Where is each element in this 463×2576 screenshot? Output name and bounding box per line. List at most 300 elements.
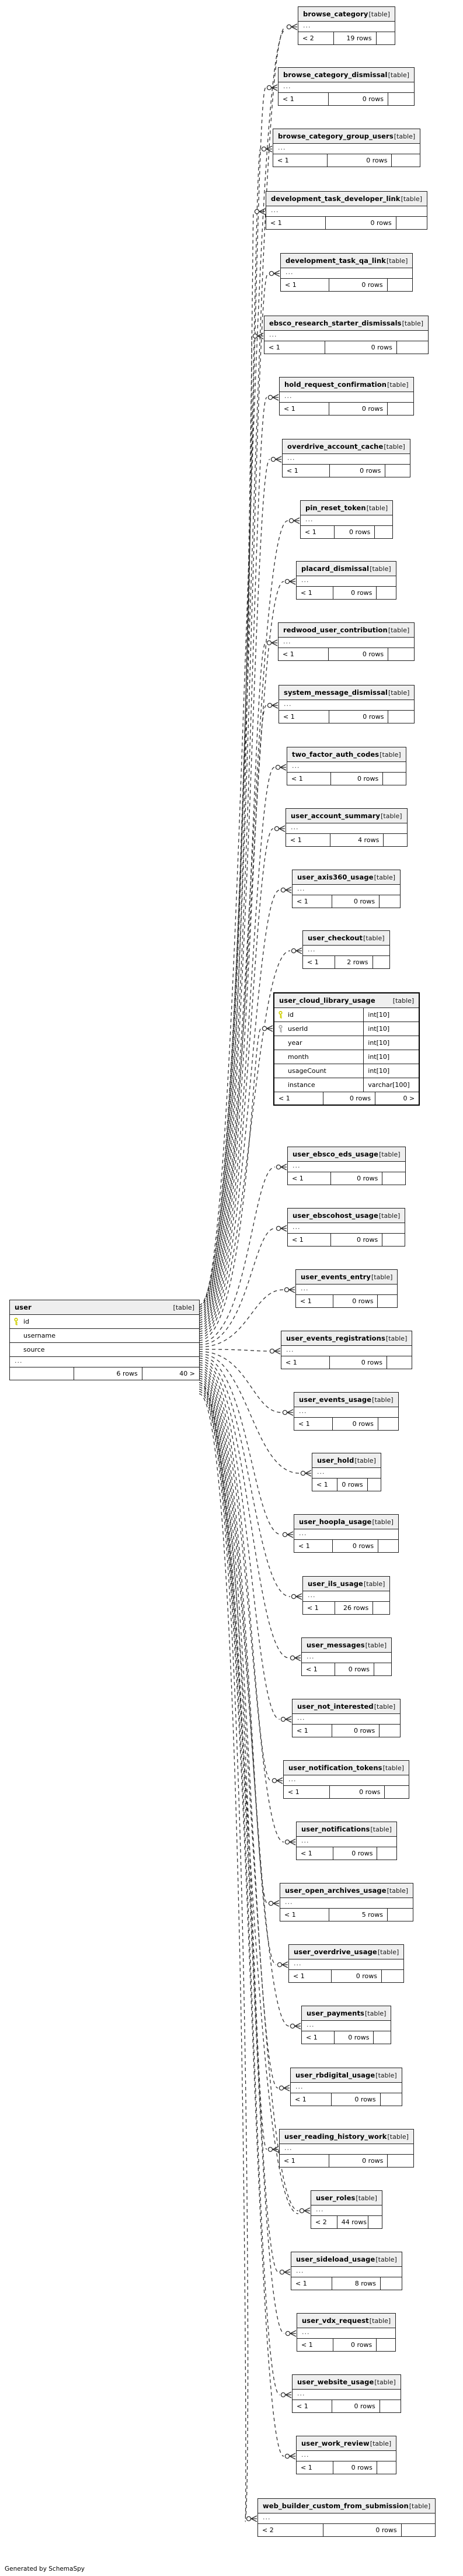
more-columns-ellipsis: ...	[258, 2513, 435, 2524]
rowcount-cell: 0 rows	[333, 2339, 377, 2351]
table-header	[294, 1515, 398, 1529]
table-node-user_checkout[interactable]	[302, 930, 390, 969]
crows-foot-arrow	[267, 1026, 273, 1031]
children-cell	[385, 1786, 409, 1798]
table-header	[283, 439, 410, 454]
column-name-cell	[274, 1064, 364, 1078]
table-name: system_message_dismissal	[284, 688, 388, 697]
table-node-two_factor_auth_codes[interactable]	[287, 747, 406, 785]
rowcount-cell: 0 rows	[335, 526, 375, 538]
table-node-pin_reset_token[interactable]	[300, 500, 393, 539]
table-name: overdrive_account_cache	[287, 442, 384, 451]
zero-or-many-circle	[255, 209, 259, 213]
rowcount-cell: 0 rows	[333, 1418, 378, 1430]
table-name: web_builder_custom_from_submission	[263, 2502, 409, 2510]
table-footer	[258, 2524, 435, 2536]
table-type-label: [table]	[394, 133, 416, 140]
table-node-user_ebsco_eds_usage[interactable]	[287, 1147, 406, 1185]
children-cell	[388, 1909, 413, 1921]
table-node-overdrive_account_cache[interactable]	[282, 439, 410, 477]
table-type-label: [table]	[365, 2010, 387, 2017]
table-footer	[279, 711, 414, 723]
more-columns-ellipsis: ...	[297, 576, 396, 587]
table-type-label: [table]	[382, 1764, 405, 1772]
rowcount-cell: 0 rows	[332, 1725, 380, 1737]
table-footer	[291, 2093, 402, 2106]
table-type-label: [table]	[372, 1396, 394, 1404]
table-node-user_website_usage[interactable]	[292, 2374, 401, 2413]
table-header	[303, 931, 389, 946]
table-node-browse_category_dismissal[interactable]	[278, 67, 415, 106]
children-cell	[382, 1970, 403, 1982]
crows-foot-arrow	[282, 1962, 288, 1968]
zero-or-many-circle	[287, 25, 291, 29]
children-cell	[375, 526, 392, 538]
degree-cell: < 1	[274, 1092, 323, 1105]
table-header	[264, 316, 428, 331]
children-cell	[377, 1847, 396, 1860]
degree-cell: < 1	[288, 1234, 331, 1246]
degree-cell: < 1	[281, 1356, 330, 1369]
column-type: int[10]	[368, 1025, 390, 1033]
table-node-hold_request_confirmation[interactable]	[279, 377, 414, 416]
table-node-user_ils_usage[interactable]	[302, 1576, 390, 1615]
table-node-user_work_review[interactable]	[296, 2436, 396, 2474]
table-header	[297, 2436, 396, 2451]
crows-foot-arrow	[287, 1532, 293, 1538]
degree-cell: < 1	[293, 1725, 332, 1737]
zero-or-many-circle	[269, 1901, 273, 1905]
crows-foot-arrow	[295, 1655, 301, 1661]
table-name: user_hoopla_usage	[299, 1518, 372, 1526]
rowcount-cell: 0 rows	[332, 2400, 380, 2412]
more-columns-ellipsis: ...	[279, 82, 414, 93]
more-columns-ellipsis: ...	[293, 2390, 401, 2400]
zero-or-many-circle	[271, 457, 275, 461]
children-cell	[397, 341, 428, 354]
more-columns-ellipsis: ...	[291, 2083, 402, 2093]
table-type-label: [table]	[371, 1273, 393, 1281]
children-cell	[402, 2524, 436, 2536]
rowcount-cell: 5 rows	[329, 1909, 388, 1921]
table-node-placard_dismissal[interactable]	[296, 561, 396, 600]
zero-or-many-circle	[272, 1778, 276, 1782]
relationship-edge-user_notifications	[199, 1367, 295, 1845]
table-type-label: [table]	[384, 443, 405, 451]
more-columns-ellipsis: ...	[280, 1898, 413, 1909]
table-node-user_axis360_usage[interactable]	[292, 870, 401, 908]
degree-cell: < 1	[280, 1909, 329, 1921]
table-node-user[interactable]	[9, 1300, 200, 1380]
table-node-user_payments[interactable]	[301, 2006, 391, 2044]
column-name-cell	[10, 1315, 199, 1328]
table-type-label: [table]	[354, 1457, 376, 1464]
table-footer	[302, 2031, 391, 2044]
table-footer	[274, 1092, 419, 1105]
children-cell	[396, 217, 427, 229]
zero-or-many-circle	[283, 1532, 287, 1536]
table-name: placard_dismissal	[301, 565, 370, 573]
zero-or-many-circle	[276, 1165, 280, 1169]
crows-foot-arrow	[286, 2392, 291, 2398]
table-type-label: [table]	[370, 1826, 392, 1833]
table-name: user_payments	[307, 2009, 364, 2017]
table-node-user_sideload_usage[interactable]	[291, 2252, 402, 2290]
column-name-cell	[10, 1329, 199, 1342]
column-name-cell	[274, 1078, 364, 1092]
table-name: user_website_usage	[297, 2378, 374, 2386]
degree-cell: < 1	[281, 279, 329, 291]
relationship-edge-browse_category_dismissal	[199, 85, 277, 1307]
table-name: user_overdrive_usage	[294, 1948, 377, 1956]
table-footer	[281, 1356, 412, 1369]
table-type-label: [table]	[375, 2072, 397, 2079]
foreign-key-icon	[277, 1025, 284, 1033]
table-footer	[279, 93, 414, 105]
table-footer	[280, 403, 413, 415]
table-footer	[311, 2216, 382, 2228]
more-columns-ellipsis: ...	[301, 515, 392, 526]
table-node-user_notifications[interactable]	[296, 1822, 397, 1860]
table-type-label: [table]	[366, 504, 388, 512]
children-cell	[384, 834, 406, 846]
children-cell: 0 >	[403, 1095, 415, 1102]
crows-foot-arrow	[290, 579, 295, 584]
children-cell	[374, 2031, 391, 2044]
column-name-cell	[274, 1050, 364, 1064]
table-name: user_roles	[316, 2194, 356, 2202]
table-name: development_task_developer_link	[271, 195, 401, 203]
more-columns-ellipsis: ...	[283, 454, 410, 465]
crows-foot-arrow	[289, 1287, 295, 1293]
relationship-edge-development_task_qa_link	[199, 271, 280, 1314]
children-cell	[378, 1540, 398, 1552]
table-header	[288, 1209, 405, 1223]
table-name: user_rbdigital_usage	[295, 2071, 375, 2079]
table-footer	[279, 648, 414, 660]
rowcount-cell: 0 rows	[337, 1479, 367, 1491]
crows-foot-arrow	[273, 1900, 279, 1906]
children-cell	[388, 2155, 413, 2167]
degree-cell: < 1	[288, 1172, 331, 1185]
table-header	[10, 1300, 199, 1315]
children-cell	[392, 154, 420, 167]
table-header	[293, 870, 400, 885]
table-footer	[293, 1725, 400, 1737]
table-type-label: [table]	[409, 2502, 431, 2510]
more-columns-ellipsis: ...	[281, 268, 412, 279]
table-node-user_rbdigital_usage[interactable]	[290, 2068, 402, 2106]
degree-cell: < 1	[279, 93, 329, 105]
crows-foot-arrow	[296, 948, 302, 954]
zero-or-many-circle	[269, 271, 273, 275]
more-columns-ellipsis: ...	[293, 1714, 400, 1725]
relationship-edge-user_website_usage	[199, 1387, 291, 2398]
table-footer	[280, 1909, 413, 1921]
degree-cell: < 1	[301, 526, 335, 538]
table-node-user_overdrive_usage[interactable]	[288, 1944, 404, 1983]
zero-or-many-circle	[291, 948, 295, 953]
children-cell	[388, 403, 413, 415]
table-node-user_ebscohost_usage[interactable]	[287, 1208, 405, 1247]
more-columns-ellipsis: ...	[297, 2451, 396, 2461]
table-header	[286, 809, 407, 823]
more-columns-ellipsis: ...	[294, 1407, 398, 1418]
zero-or-many-circle	[285, 2454, 289, 2458]
table-name: two_factor_auth_codes	[292, 750, 380, 759]
table-footer	[281, 279, 412, 291]
table-footer	[294, 1418, 398, 1430]
column-row	[274, 1050, 419, 1064]
table-name: user_sideload_usage	[296, 2255, 375, 2263]
zero-or-many-circle	[267, 703, 271, 707]
table-type-label: [table]	[381, 812, 402, 820]
table-name: user_axis360_usage	[297, 873, 374, 881]
children-cell: 40 >	[179, 1370, 195, 1377]
children-cell	[374, 1663, 391, 1675]
rowcount-cell: 0 rows	[329, 2155, 388, 2167]
table-name: user_ebscohost_usage	[293, 1211, 378, 1220]
rowcount-cell: 0 rows	[335, 1663, 374, 1675]
relationship-edge-ebsco_research_starter_dismissals	[199, 333, 263, 1316]
table-node-user_notification_tokens[interactable]	[283, 1760, 409, 1799]
degree-cell: < 1	[302, 2031, 335, 2044]
table-type-label: [table]	[385, 1335, 408, 1342]
table-header	[288, 1147, 405, 1162]
table-node-user_events_registrations[interactable]	[281, 1331, 412, 1369]
degree-cell: < 1	[279, 648, 329, 660]
degree-cell: < 1	[297, 2461, 333, 2474]
zero-or-many-circle	[291, 1594, 295, 1598]
table-type-label: [table]	[365, 1642, 387, 1649]
table-node-user_not_interested[interactable]	[292, 1699, 401, 1737]
rowcount-cell: 0 rows	[326, 217, 396, 229]
children-cell	[373, 956, 389, 968]
column-type: int[10]	[368, 1067, 390, 1075]
more-columns-ellipsis: ...	[286, 823, 407, 834]
zero-or-many-circle	[268, 2147, 272, 2151]
column-name: source	[23, 1346, 45, 1353]
degree-cell: < 1	[287, 773, 331, 785]
rowcount-cell: 0 rows	[333, 1847, 377, 1860]
degree-cell: < 1	[291, 2277, 332, 2290]
column-name-cell	[274, 1008, 364, 1022]
table-node-user_account_summary[interactable]	[286, 808, 408, 847]
more-columns-ellipsis: ...	[10, 1357, 199, 1367]
table-footer	[284, 1786, 409, 1798]
table-node-browse_category_group_users[interactable]	[273, 129, 420, 167]
crows-foot-arrow	[274, 271, 280, 276]
column-name-cell	[274, 1036, 364, 1050]
crows-foot-arrow	[295, 2023, 301, 2029]
degree-cell: < 1	[284, 1786, 330, 1798]
table-name: redwood_user_contribution	[283, 626, 388, 634]
table-name: user_hold	[317, 1456, 354, 1464]
zero-or-many-circle	[267, 640, 271, 645]
zero-or-many-circle	[289, 518, 293, 522]
column-type: int[10]	[368, 1011, 390, 1019]
more-columns-ellipsis: ...	[287, 762, 406, 773]
table-type-label: [table]	[375, 2256, 397, 2263]
table-node-user_vdx_request[interactable]	[297, 2313, 396, 2352]
degree-cell: < 1	[303, 1602, 335, 1614]
table-name: user_ils_usage	[308, 1580, 363, 1588]
table-name: user_work_review	[301, 2439, 370, 2447]
table-name: user_account_summary	[291, 812, 381, 820]
more-columns-ellipsis: ...	[289, 1959, 403, 1970]
children-cell	[377, 2461, 396, 2474]
table-header	[293, 2375, 401, 2390]
children-cell	[382, 1172, 405, 1185]
rowcount-cell: 44 rows	[337, 2216, 368, 2228]
column-name: month	[288, 1053, 309, 1061]
table-name: user_notification_tokens	[288, 1764, 382, 1772]
table-type-label: [table]	[402, 320, 424, 327]
table-node-user_hoopla_usage[interactable]	[294, 1514, 399, 1553]
table-type-label: [table]	[380, 751, 401, 759]
crows-foot-arrow	[276, 456, 281, 462]
relationship-edge-user_events_registrations	[199, 1348, 280, 1354]
column-type: int[10]	[368, 1039, 390, 1047]
table-type-label: [table]	[377, 1948, 399, 1956]
table-header	[266, 192, 427, 206]
zero-or-many-circle	[281, 2393, 285, 2397]
table-type-label: [table]	[374, 874, 396, 881]
column-name: username	[23, 1332, 55, 1339]
table-name: user_cloud_library_usage	[279, 996, 375, 1005]
rowcount-cell: 0 rows	[331, 1172, 382, 1185]
column-row	[274, 1022, 419, 1036]
rowcount-cell: 0 rows	[325, 341, 397, 354]
degree-cell: < 1	[280, 2155, 329, 2167]
table-node-user_events_entry[interactable]	[295, 1269, 398, 1308]
table-node-user_events_usage[interactable]	[294, 1392, 399, 1431]
table-node-web_builder_custom_from_submission[interactable]	[257, 2498, 436, 2537]
children-cell	[380, 2400, 401, 2412]
rowcount-cell: 0 rows	[330, 1356, 387, 1369]
table-node-user_reading_history_work[interactable]	[279, 2129, 414, 2168]
table-footer	[283, 465, 410, 477]
column-name: instance	[288, 1081, 315, 1089]
zero-or-many-circle	[290, 1656, 294, 1660]
crows-foot-arrow	[257, 333, 263, 339]
degree-cell: < 1	[266, 217, 326, 229]
table-node-user_messages[interactable]	[301, 1637, 392, 1676]
table-node-browse_category[interactable]	[298, 6, 395, 45]
degree-cell: < 1	[312, 1479, 337, 1491]
zero-or-many-circle	[284, 1287, 288, 1292]
degree-cell: < 1	[294, 1418, 333, 1430]
table-footer	[297, 587, 396, 599]
table-node-redwood_user_contribution[interactable]	[278, 622, 415, 661]
degree-cell: < 1	[297, 1847, 333, 1860]
more-columns-ellipsis: ...	[266, 206, 427, 217]
table-header	[287, 747, 406, 762]
table-footer	[297, 2461, 396, 2474]
table-type-label: [table]	[374, 2378, 396, 2386]
zero-or-many-circle	[267, 85, 271, 89]
zero-or-many-circle	[280, 2270, 284, 2274]
rowcount-cell: 0 rows	[332, 2093, 380, 2106]
table-header	[296, 1270, 397, 1284]
more-columns-ellipsis: ...	[264, 331, 428, 341]
relationship-edge-browse_category_group_users	[199, 146, 272, 1310]
rowcount-cell: 0 rows	[329, 93, 388, 105]
children-cell	[381, 2277, 402, 2290]
table-name: user_messages	[307, 1641, 365, 1649]
rowcount-cell: 0 rows	[323, 1092, 375, 1105]
degree-cell: < 1	[286, 834, 330, 846]
table-header	[279, 68, 414, 82]
rowcount-cell: 0 rows	[332, 895, 380, 908]
zero-or-many-circle	[285, 1840, 289, 1844]
more-columns-ellipsis: ...	[303, 1591, 389, 1602]
table-header	[289, 1945, 403, 1959]
table-type-label: [table]	[392, 997, 415, 1005]
crows-foot-arrow	[290, 2331, 296, 2336]
table-header	[291, 2068, 402, 2083]
table-header	[280, 1883, 413, 1898]
degree-cell: < 1	[297, 2339, 333, 2351]
children-cell	[368, 2216, 382, 2228]
crows-foot-arrow	[287, 1410, 293, 1415]
children-cell	[383, 773, 406, 785]
table-node-development_task_developer_link[interactable]	[266, 191, 427, 230]
more-columns-ellipsis: ...	[273, 144, 420, 154]
table-type-label: [table]	[379, 1151, 401, 1158]
more-columns-ellipsis: ...	[280, 392, 413, 403]
table-node-system_message_dismissal[interactable]	[279, 685, 415, 723]
table-type-label: [table]	[388, 689, 410, 697]
rowcount-cell: 0 rows	[329, 403, 388, 415]
zero-or-many-circle	[300, 2208, 304, 2213]
table-footer	[298, 32, 395, 44]
more-columns-ellipsis: ...	[297, 2328, 395, 2339]
column-row	[10, 1329, 199, 1343]
children-cell	[380, 1725, 400, 1737]
table-footer	[293, 895, 400, 908]
table-node-user_roles[interactable]	[311, 2190, 382, 2229]
more-columns-ellipsis: ...	[279, 700, 414, 711]
table-name: user_reading_history_work	[284, 2132, 387, 2141]
relationship-edge-user_vdx_request	[199, 1385, 296, 2336]
table-type-label: [table]	[356, 2194, 377, 2202]
degree-cell: < 2	[258, 2524, 323, 2536]
table-footer	[293, 2400, 401, 2412]
table-node-ebsco_research_starter_dismissals[interactable]	[264, 316, 429, 354]
table-footer	[301, 526, 392, 538]
table-header	[297, 1822, 396, 1837]
table-footer	[287, 773, 406, 785]
table-footer	[291, 2277, 402, 2290]
rowcount-cell: 0 rows	[329, 711, 389, 723]
rowcount-cell: 0 rows	[331, 1234, 382, 1246]
table-name: development_task_qa_link	[286, 257, 386, 265]
crows-foot-arrow	[281, 1164, 287, 1170]
table-node-user_open_archives_usage[interactable]	[280, 1883, 413, 1921]
table-type-label: [table]	[388, 71, 410, 79]
table-node-user_hold[interactable]	[312, 1453, 381, 1491]
more-columns-ellipsis: ...	[311, 2205, 382, 2216]
zero-or-many-circle	[277, 1962, 281, 1966]
generated-by-note: Generated by SchemaSpy	[5, 2565, 85, 2572]
table-name: hold_request_confirmation	[284, 380, 387, 389]
crows-foot-arrow	[304, 2208, 310, 2214]
table-type-label: [table]	[173, 1304, 194, 1311]
zero-or-many-circle	[268, 395, 272, 399]
table-node-user_cloud_library_usage[interactable]	[273, 992, 420, 1106]
table-node-development_task_qa_link[interactable]	[280, 253, 413, 292]
